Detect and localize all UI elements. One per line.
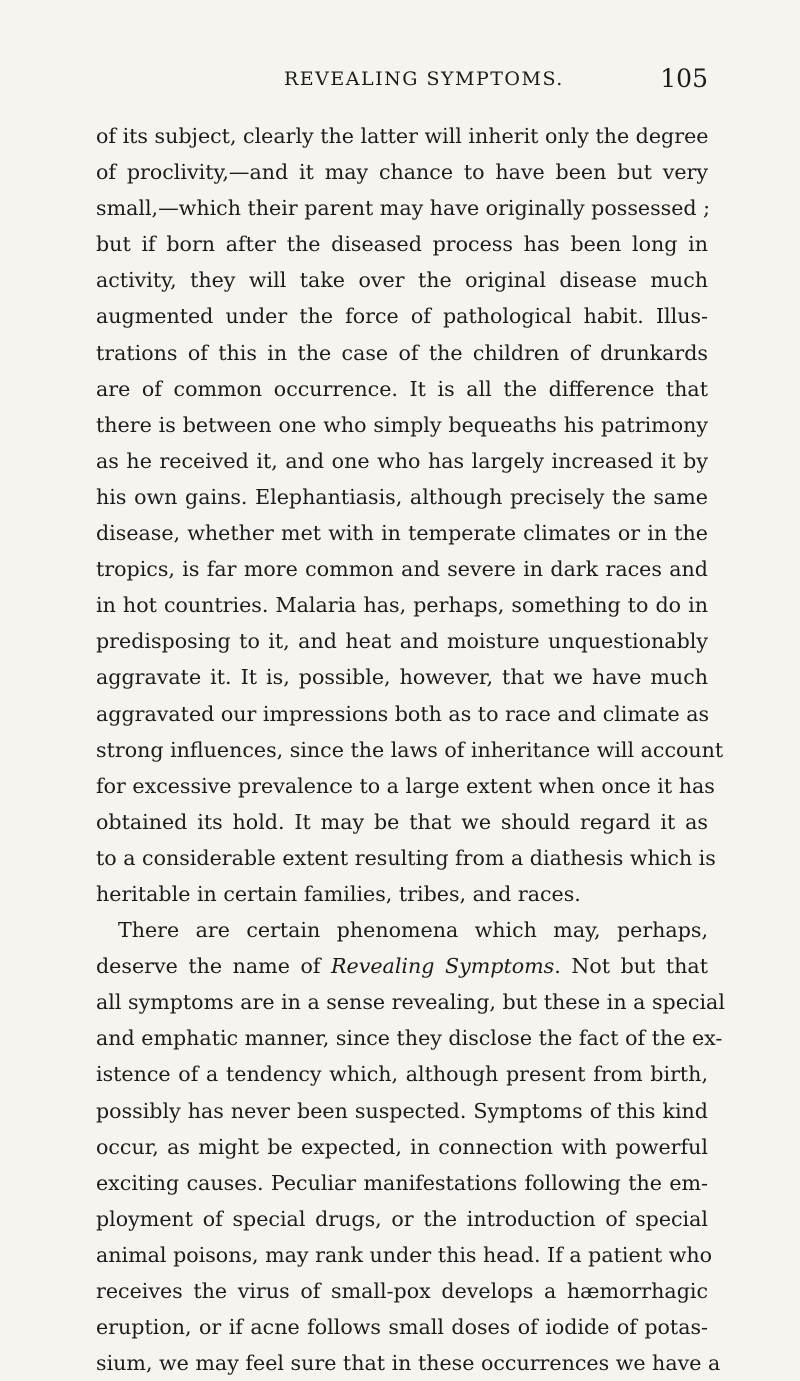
text-line: aggravated our impressions both as to race and climate as (96, 701, 710, 726)
line-text: . Not but that (554, 954, 708, 979)
text-line-with-italic (96, 948, 708, 984)
text-line: trations of this in the case of the children of drunkards (96, 340, 708, 365)
text-line: ployment of special drugs, or the introduction of special (96, 1206, 708, 1231)
body-text (96, 118, 725, 1381)
text-line: obtained its hold. It may be that we should regard it as (96, 809, 708, 834)
text-line: all symptoms are in a sense revealing, but these in a special (96, 990, 725, 1015)
text-line: exciting causes. Peculiar manifestations following the em- (96, 1170, 708, 1195)
text-line: predisposing to it, and heat and moisture unquestionably (96, 629, 708, 654)
text-line: tropics, is far more common and severe in dark races and (96, 557, 708, 582)
text-line: in hot countries. Malaria has, perhaps, something to do in (96, 593, 708, 618)
text-line: possibly has never been suspected. Symptoms of this kind (96, 1098, 708, 1123)
page-number: 105 (660, 64, 708, 93)
italic-phrase: Revealing Symptoms (331, 954, 555, 979)
text-line: receives the virus of small-pox develops a hæmorrhagic (96, 1279, 708, 1303)
text-line: disease, whether met with in temperate climates or in the (96, 521, 708, 546)
running-title: REVEALING SYMPTOMS. (284, 68, 564, 90)
text-line: of its subject, clearly the latter will inherit only the degree (96, 124, 709, 148)
text-line: animal poisons, may rank under this head. If a patient who (96, 1242, 713, 1267)
running-header (0, 66, 800, 102)
text-line: eruption, or if acne follows small doses of iodide of potas- (96, 1315, 708, 1340)
line-text: deserve the name of (96, 954, 332, 979)
text-line: to a considerable extent resulting from a diathesis which is (96, 845, 716, 870)
text-line: activity, they will take over the original disease much (96, 268, 708, 293)
text-line: augmented under the force of pathological habit. Illus- (96, 304, 708, 329)
text-line: of proclivity,—and it may chance to have been but very (96, 160, 708, 185)
text-line: aggravate it. It is, possible, however, that we have much (96, 665, 708, 690)
text-line: strong influences, since the laws of inheritance will account (96, 737, 724, 762)
paragraph-start-line: There are certain phenomena which may, perhaps, (118, 918, 708, 943)
text-line: as he received it, and one who has largely increased it by (96, 448, 708, 473)
text-line: occur, as might be expected, in connection with powerful (96, 1134, 708, 1159)
text-line: and emphatic manner, since they disclose the fact of the ex- (96, 1026, 723, 1051)
text-line: his own gains. Elephantiasis, although precisely the same (96, 484, 708, 509)
text-line: istence of a tendency which, although present from birth, (96, 1062, 708, 1087)
text-line: small,—which their parent may have originally possessed ; (96, 196, 711, 221)
text-line: sium, we may feel sure that in these occurrences we have a (96, 1351, 721, 1376)
text-line: are of common occurrence. It is all the difference that (96, 376, 708, 401)
text-line: there is between one who simply bequeaths his patrimony (96, 412, 708, 437)
paragraph-end-line: heritable in certain families, tribes, and races. (96, 881, 581, 906)
text-line: for excessive prevalence to a large extent when once it has (96, 773, 715, 798)
text-line: but if born after the diseased process has been long in (96, 232, 708, 257)
